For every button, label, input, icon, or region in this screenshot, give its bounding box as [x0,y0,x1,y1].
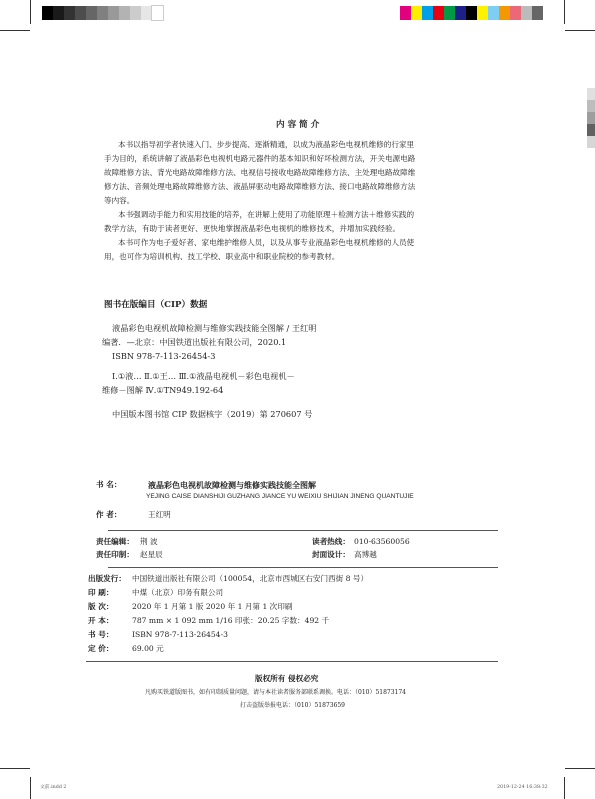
summary-line: 手为目的，系统讲解了液晶彩色电视机电路元器件的基本知识和好坏检测方法，开关电源电路 [104,154,416,163]
author-label: 作 者： [96,510,122,519]
crop-mark [564,777,565,799]
rights-line: 打击盗版举报电话：（010）51873659 [240,702,345,709]
side-tone-strip [587,88,595,148]
printer: 赵星辰 [140,550,163,559]
author: 王红明 [148,510,171,519]
rights-line: 凡购买铁道版图书，如有印制质量问题，请与本社读者服务部联系调换。电话：（010）51873174 [145,689,406,696]
cip-line: ISBN 978-7-113-26454-3 [112,351,216,361]
summary-line: 修方法、音频处理电路故障维修方法、液晶屏驱动电路故障维修方法、接口电路故障维修方法 [104,182,416,191]
cip-line: 维修－图解 Ⅳ.①TN949.192-64 [102,385,224,395]
summary-line: 故障维修方法、背光电路故障维修方法、电视信号接收电路故障维修方法、主处理电路故障维 [104,168,416,177]
editor: 荆 波 [140,537,158,546]
summary-line: 本书可作为电子爱好者、家电维护维修人员，以及从事专业液晶彩色电视机维修的人员使 [118,238,415,247]
pub-label: 印 刷： [88,588,114,597]
crop-mark [0,768,30,769]
pub-value: 69.00 元 [132,644,164,653]
cover-label: 封面设计： [312,550,350,559]
pub-label: 版 次： [88,602,114,611]
summary-line: 教学方法，有助于读者更好、更快地掌握液晶彩色电视机的维修技术，并增加实践经验。 [104,224,401,233]
crop-mark [0,30,30,31]
pub-value: ISBN 978-7-113-26454-3 [132,630,228,639]
divider [108,567,498,568]
timestamp-slug: 2019-12-24 16:38:32 [497,785,548,790]
hotline-label: 读者热线： [312,537,350,546]
cover-designer: 高博越 [354,550,377,559]
editor-label: 责任编辑： [96,537,134,546]
summary-line: 等内容。 [104,196,135,205]
pub-value: 2020 年 1 月第 1 版 2020 年 1 月第 1 次印刷 [132,602,293,611]
book-title: 液晶彩色电视机故障检测与维修实践技能全图解 [148,480,316,490]
pub-label: 定 价： [88,644,114,653]
pub-value: 787 mm × 1 092 mm 1/16 印张：20.25 字数：492 千 [132,616,330,625]
color-calibration-bar [400,6,543,20]
pub-value: 中煤（北京）印务有限公司 [132,588,224,597]
divider [108,530,498,531]
crop-mark [565,30,595,31]
hotline: 010-63560056 [354,537,410,546]
pub-label: 书 号： [88,630,114,639]
pub-label: 出版发行： [88,574,126,583]
book-pinyin: YEJING CAISE DIANSHIJI GUZHANG JIANCE YU WEIXIU SHIJIAN JINENG QUANTUJIE [146,493,414,500]
file-slug: 文前.indd 2 [40,785,67,790]
cip-number: 中国版本图书馆 CIP 数据核字（2019）第 270607 号 [112,409,313,419]
pub-label: 开 本： [88,616,114,625]
crop-mark [565,768,595,769]
book-title-label: 书 名： [96,480,122,489]
summary-title: 内 容 简 介 [276,120,320,130]
summary-line: 用，也可作为培训机构、技工学校、职业高中和职业院校的参考教材。 [104,252,340,261]
divider [86,661,498,662]
summary-line: 本书强调动手能力和实用技能的培养，在讲解上使用了功能原理＋检测方法＋维修实践的 [118,210,415,219]
gray-calibration-bar [42,6,163,20]
crop-mark [564,0,565,24]
crop-mark [30,777,31,799]
cip-line: 液晶彩色电视机故障检测与维修实践技能全图解 / 王红明 [112,323,317,333]
rights-title: 版权所有 侵权必究 [255,674,319,683]
cip-line: Ⅰ.①液… Ⅱ.①王… Ⅲ.①液晶电视机－彩色电视机－ [112,371,295,381]
cip-heading: 图书在版编目（CIP）数据 [104,300,208,310]
printer-label: 责任印制： [96,550,134,559]
summary-line: 本书以指导初学者快速入门、步步提高、逐渐精通，以成为液晶彩色电视机维修的行家里 [118,140,415,149]
cip-line: 编著．—北京：中国铁道出版社有限公司，2020.1 [102,337,287,347]
crop-mark [30,0,31,24]
pub-value: 中国铁道出版社有限公司（100054，北京市西城区右安门西街 8 号） [132,574,369,583]
